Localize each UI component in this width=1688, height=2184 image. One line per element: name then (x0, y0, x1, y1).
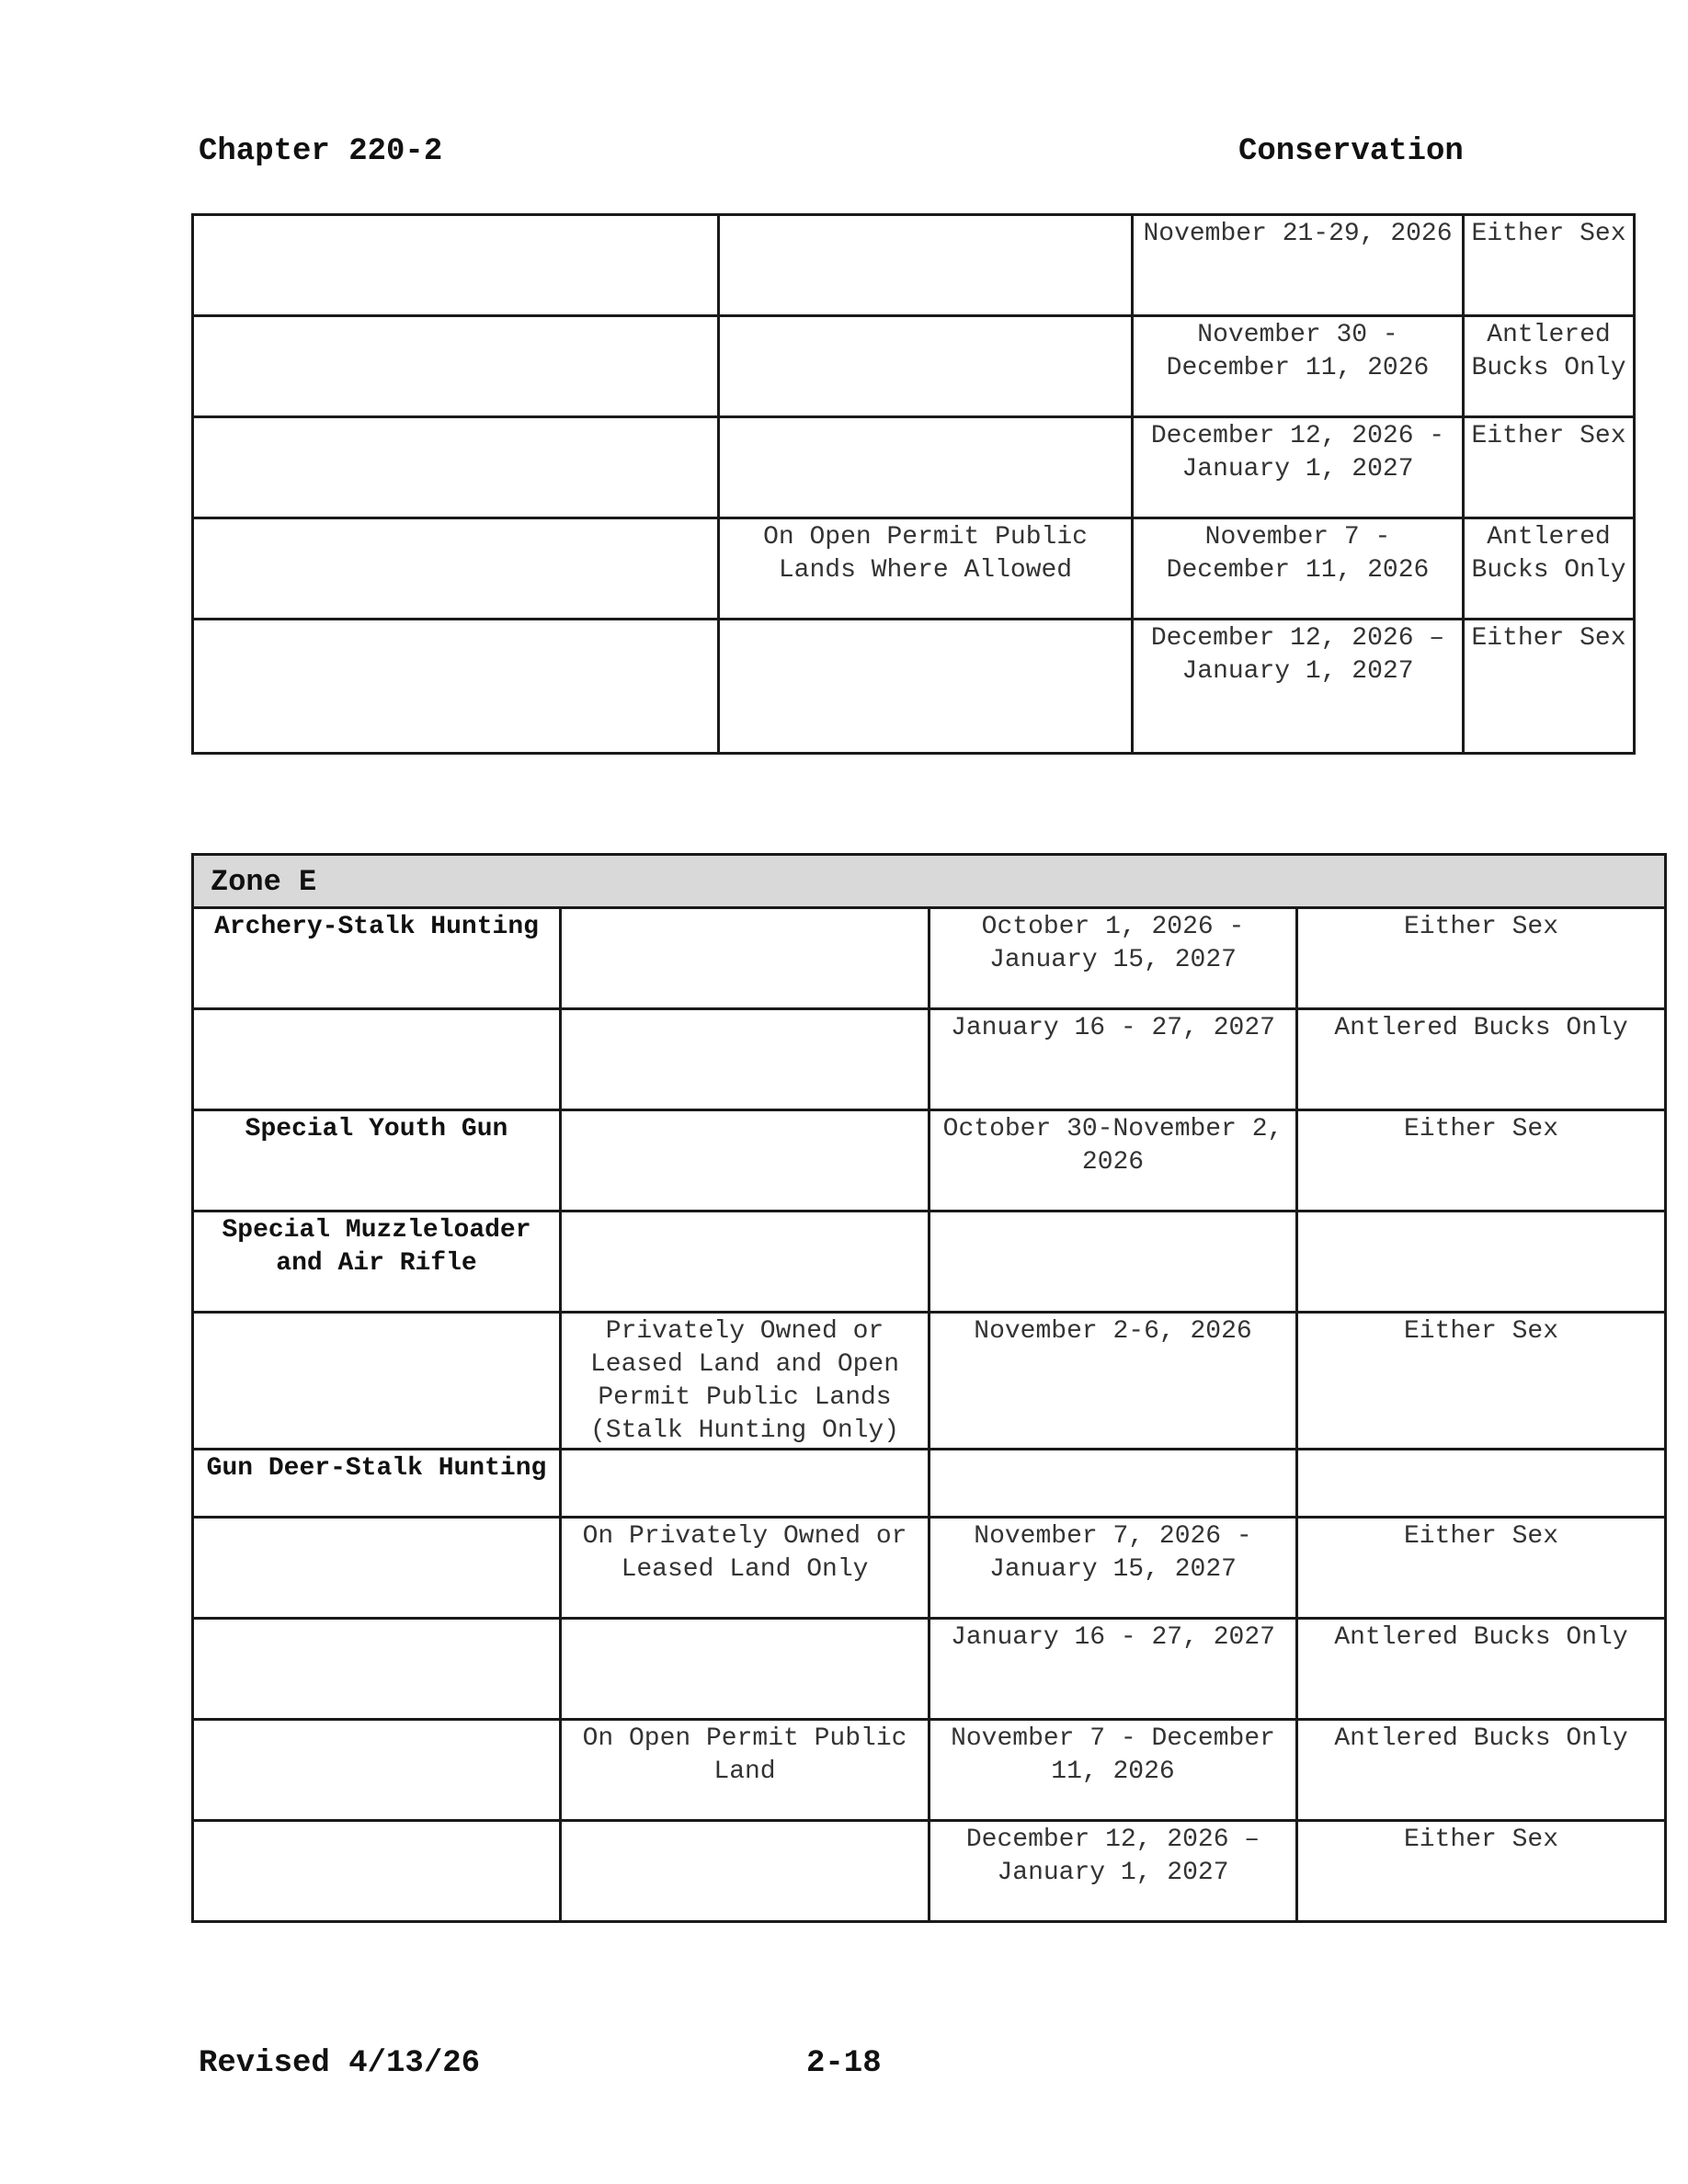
table-row (193, 908, 1666, 1009)
table-row (193, 316, 1635, 417)
land-type-cell (561, 1821, 930, 1922)
bag-limit-cell: Either Sex (1297, 1313, 1666, 1450)
land-type-cell (719, 417, 1133, 518)
table-row (193, 1313, 1666, 1450)
bag-limit-cell: Antlered Bucks Only (1464, 316, 1635, 417)
season-dates-cell: January 16 - 27, 2027 (930, 1619, 1297, 1720)
table-row (193, 1009, 1666, 1110)
table-row (193, 1720, 1666, 1821)
hunt-type-cell: Special Youth Gun (193, 1110, 561, 1211)
hunt-type-cell (193, 518, 719, 620)
season-dates-cell: November 2-6, 2026 (930, 1313, 1297, 1450)
land-type-cell (719, 316, 1133, 417)
season-dates-cell: December 12, 2026 – January 1, 2027 (1133, 620, 1464, 754)
land-type-cell (719, 215, 1133, 316)
hunt-type-cell (193, 1009, 561, 1110)
season-dates-cell: November 21-29, 2026 (1133, 215, 1464, 316)
land-type-cell (561, 1211, 930, 1313)
land-type-cell: On Privately Owned or Leased Land Only (561, 1518, 930, 1619)
land-type-cell: On Open Permit Public Land (561, 1720, 930, 1821)
season-dates-cell (930, 1211, 1297, 1313)
hunt-type-cell (193, 417, 719, 518)
hunt-type-cell (193, 1518, 561, 1619)
season-dates-cell: December 12, 2026 -January 1, 2027 (1133, 417, 1464, 518)
season-table-continued (191, 213, 1636, 755)
season-dates-cell: January 16 - 27, 2027 (930, 1009, 1297, 1110)
land-type-cell (561, 1110, 930, 1211)
bag-limit-cell: Either Sex (1297, 1518, 1666, 1619)
hunt-type-cell (193, 316, 719, 417)
section-title: Conservation (1238, 134, 1464, 169)
hunt-type-cell (193, 215, 719, 316)
table-row (193, 1821, 1666, 1922)
season-dates-cell: November 30 - December 11, 2026 (1133, 316, 1464, 417)
hunt-type-cell (193, 1619, 561, 1720)
bag-limit-cell: Either Sex (1297, 1110, 1666, 1211)
revision-date: Revised 4/13/26 (199, 2046, 481, 2081)
season-dates-cell (930, 1450, 1297, 1518)
land-type-cell (561, 1450, 930, 1518)
bag-limit-cell: Antlered Bucks Only (1464, 518, 1635, 620)
hunt-type-cell (193, 1720, 561, 1821)
zone-title: Zone E (193, 855, 1666, 908)
hunt-type-cell (193, 620, 719, 754)
table-row (193, 518, 1635, 620)
hunt-type-cell: Special Muzzleloader and Air Rifle (193, 1211, 561, 1313)
table-row (193, 215, 1635, 316)
bag-limit-cell: Either Sex (1464, 417, 1635, 518)
page-number: 2-18 (806, 2046, 882, 2081)
bag-limit-cell (1297, 1450, 1666, 1518)
land-type-cell (719, 620, 1133, 754)
bag-limit-cell: Antlered Bucks Only (1297, 1720, 1666, 1821)
table-row (193, 620, 1635, 754)
land-type-cell (561, 908, 930, 1009)
land-type-cell: Privately Owned or Leased Land and Open Permit Public Lands (Stalk Hunting Only) (561, 1313, 930, 1450)
land-type-cell: On Open Permit Public Lands Where Allowed (719, 518, 1133, 620)
hunt-type-cell (193, 1313, 561, 1450)
table-row (193, 1110, 1666, 1211)
land-type-cell (561, 1009, 930, 1110)
hunt-type-cell (193, 1821, 561, 1922)
bag-limit-cell: Either Sex (1464, 215, 1635, 316)
table-row (193, 1518, 1666, 1619)
season-dates-cell: October 30-November 2, 2026 (930, 1110, 1297, 1211)
zone-header-row (193, 855, 1666, 908)
season-dates-cell: October 1, 2026 - January 15, 2027 (930, 908, 1297, 1009)
bag-limit-cell (1297, 1211, 1666, 1313)
zone-e-season-table (191, 853, 1667, 1923)
land-type-cell (561, 1619, 930, 1720)
table-row (193, 417, 1635, 518)
bag-limit-cell: Antlered Bucks Only (1297, 1619, 1666, 1720)
table-row (193, 1211, 1666, 1313)
season-dates-cell: November 7 - December 11, 2026 (930, 1720, 1297, 1821)
season-dates-cell: December 12, 2026 – January 1, 2027 (930, 1821, 1297, 1922)
table-row (193, 1450, 1666, 1518)
bag-limit-cell: Either Sex (1297, 1821, 1666, 1922)
chapter-heading: Chapter 220-2 (199, 134, 443, 169)
season-dates-cell: November 7 - December 11, 2026 (1133, 518, 1464, 620)
bag-limit-cell: Either Sex (1297, 908, 1666, 1009)
table-row (193, 1619, 1666, 1720)
hunt-type-cell: Archery-Stalk Hunting (193, 908, 561, 1009)
hunt-type-cell: Gun Deer-Stalk Hunting (193, 1450, 561, 1518)
bag-limit-cell: Antlered Bucks Only (1297, 1009, 1666, 1110)
bag-limit-cell: Either Sex (1464, 620, 1635, 754)
season-dates-cell: November 7, 2026 - January 15, 2027 (930, 1518, 1297, 1619)
